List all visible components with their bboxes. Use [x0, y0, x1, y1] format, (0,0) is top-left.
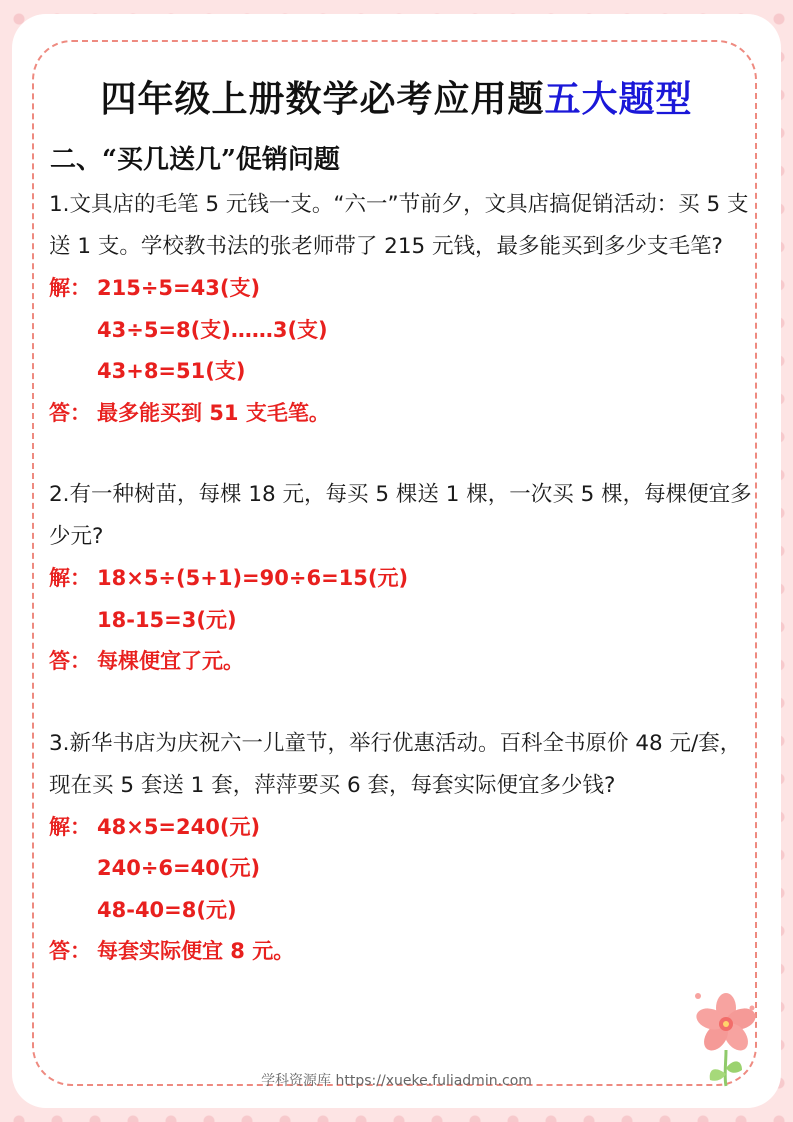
- solution-step: 48×5=240(元): [97, 814, 261, 839]
- footer-watermark: 学科资源库 https://xueke.fuliadmin.com: [261, 1073, 532, 1089]
- solution-step: 43÷5=8(支)……3(支): [97, 317, 328, 342]
- solution-step: 18×5÷(5+1)=90÷6=15(元): [97, 566, 409, 590]
- solution-step: 215÷5=43(支): [97, 276, 261, 300]
- problem-question: 1.文具店的毛笔 5 元钱一支。“六一”节前夕，文具店搞促销活动：买 5 支送 1 支。学校教书法的张老师带了 215 元钱，最多能买到多少支毛笔?: [49, 192, 749, 259]
- answer-text: 每棵便宜了元。: [97, 649, 244, 673]
- answer-text: 最多能买到 51 支毛笔。: [97, 400, 330, 425]
- solution-line: [49, 268, 759, 310]
- solution-label: 解：: [49, 276, 91, 300]
- problem-2: [49, 474, 759, 683]
- solution-line: [49, 600, 759, 642]
- answer-line: [49, 641, 759, 683]
- solution-step: 48-40=8(元): [97, 897, 237, 922]
- solution-line: [49, 558, 759, 600]
- problem-question: 2.有一种树苗，每棵 18 元，每买 5 棵送 1 棵，一次买 5 棵，每棵便宜多少元?: [49, 482, 752, 549]
- solution-line: [49, 807, 759, 849]
- solution-line: [49, 890, 759, 932]
- title-main: 四年级上册数学必考应用题: [100, 79, 545, 120]
- answer-line: [49, 931, 759, 973]
- answer-label: 答：: [49, 649, 91, 673]
- solution-step: 18-15=3(元): [97, 607, 237, 632]
- solution-label: 解：: [49, 814, 91, 839]
- page-title: [0, 78, 793, 122]
- solution-step: 240÷6=40(元): [97, 856, 261, 880]
- section-heading: 二、“买几送几”促销问题: [50, 145, 340, 175]
- problem-question: 3.新华书店为庆祝六一儿童节，举行优惠活动。百科全书原价 48 元/套，现在买 5 套送 1 套，萍萍要买 6 套，每套实际便宜多少钱?: [49, 730, 742, 798]
- problem-1: [49, 184, 759, 434]
- answer-line: [49, 393, 759, 435]
- answer-label: 答：: [49, 939, 91, 963]
- problem-list: [49, 184, 759, 1013]
- solution-label: 解：: [49, 566, 91, 590]
- answer-text: 每套实际便宜 8 元。: [97, 939, 295, 963]
- solution-step: 43+8=51(支): [97, 359, 246, 383]
- title-highlight: 五大题型: [544, 79, 693, 120]
- solution-line: [49, 351, 759, 393]
- solution-line: [49, 848, 759, 890]
- answer-label: 答：: [49, 400, 91, 425]
- problem-3: [49, 723, 759, 973]
- solution-line: [49, 310, 759, 352]
